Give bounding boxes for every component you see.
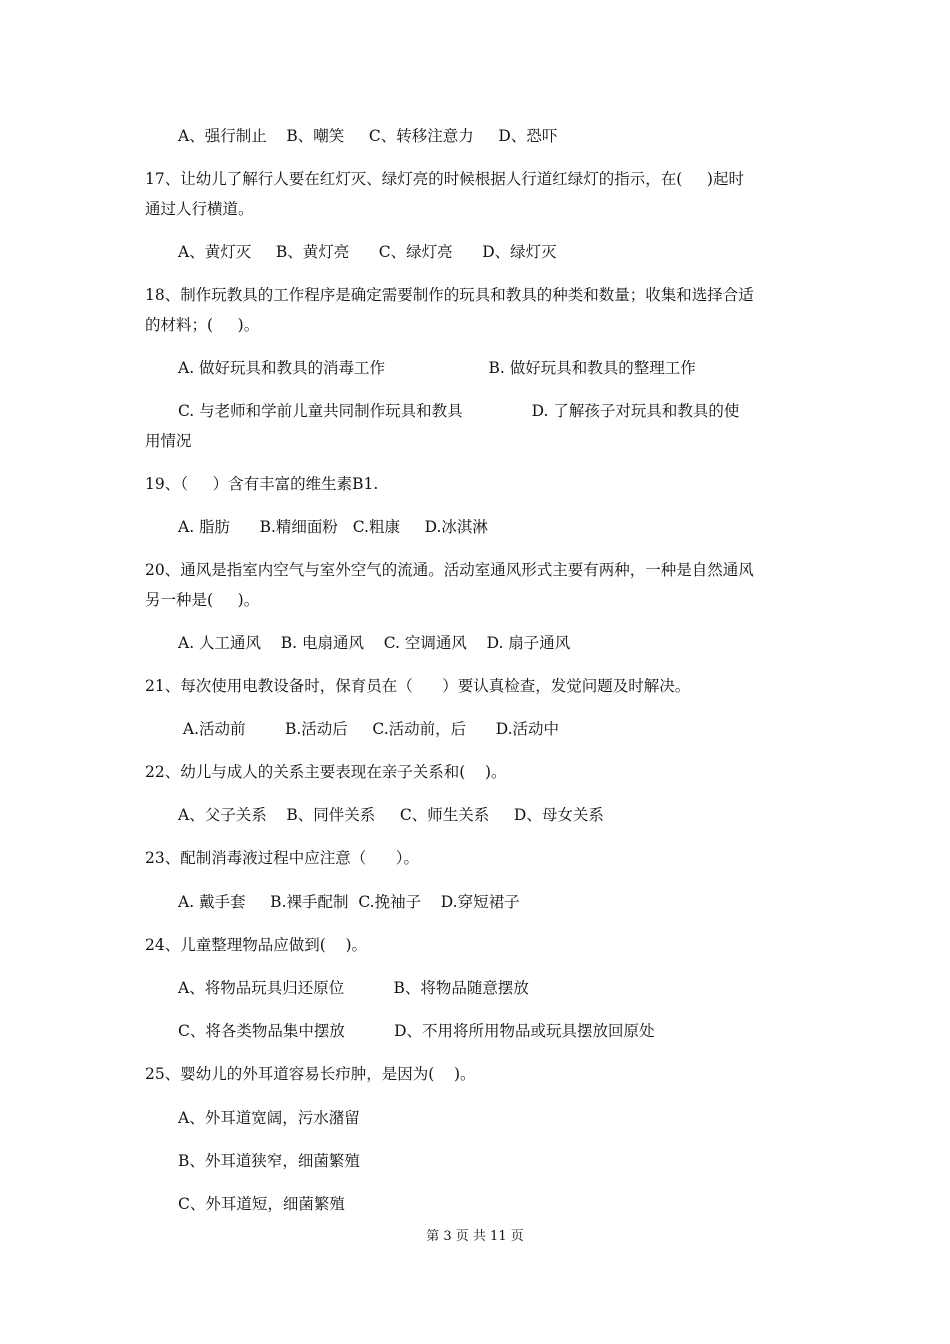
question-text: 18、制作玩教具的工作程序是确定需要制作的玩具和教具的种类和数量；收集和选择合适 [145, 286, 754, 304]
answer-options: A.活动前 B.活动后 C.活动前，后 D.活动中 [178, 720, 560, 738]
answer-options: A、父子关系 B、同伴关系 C、师生关系 D、母女关系 [178, 806, 604, 824]
question-text: 17、让幼儿了解行人要在红灯灭、绿灯亮的时候根据人行道红绿灯的指示，在( )起时 [145, 170, 744, 188]
answer-options: A. 戴手套 B.裸手配制 C.挽袖子 D.穿短裙子 [178, 893, 520, 911]
answer-options: C. 与老师和学前儿童共同制作玩具和教具 D. 了解孩子对玩具和教具的使 [178, 402, 740, 420]
question-continuation: 用情况 [145, 432, 192, 450]
question-text: 19、（ ）含有丰富的维生素B1. [145, 475, 379, 493]
answer-options: A、外耳道宽阔，污水潴留 [178, 1109, 360, 1127]
question-text: 22、幼儿与成人的关系主要表现在亲子关系和( )。 [145, 763, 507, 781]
answer-options: A、强行制止 B、嘲笑 C、转移注意力 D、恐吓 [178, 127, 558, 145]
answer-options: C、将各类物品集中摆放 D、不用将所用物品或玩具摆放回原处 [178, 1022, 655, 1040]
question-text: 21、每次使用电教设备时，保育员在（ ）要认真检查，发觉问题及时解决。 [145, 677, 691, 695]
answer-options: A、黄灯灭 B、黄灯亮 C、绿灯亮 D、绿灯灭 [178, 243, 557, 261]
answer-options: A、将物品玩具归还原位 B、将物品随意摆放 [178, 979, 529, 997]
question-text: 24、儿童整理物品应做到( )。 [145, 936, 368, 954]
question-text: 23、配制消毒液过程中应注意（ ）。 [145, 849, 420, 867]
answer-options: B、外耳道狭窄，细菌繁殖 [178, 1152, 360, 1170]
question-text: 25、婴幼儿的外耳道容易长疖肿，是因为( )。 [145, 1065, 476, 1083]
question-continuation: 另一种是( )。 [145, 591, 260, 609]
answer-options: A. 人工通风 B. 电扇通风 C. 空调通风 D. 扇子通风 [178, 634, 571, 652]
question-continuation: 通过人行横道。 [145, 200, 254, 218]
answer-options: C、外耳道短，细菌繁殖 [178, 1195, 345, 1213]
page-footer: 第 3 页 共 11 页 [426, 1229, 524, 1244]
question-text: 20、通风是指室内空气与室外空气的流通。活动室通风形式主要有两种，一种是自然通风 [145, 561, 754, 579]
question-continuation: 的材料；( )。 [145, 316, 260, 334]
answer-options: A. 做好玩具和教具的消毒工作 B. 做好玩具和教具的整理工作 [178, 359, 696, 377]
answer-options: A. 脂肪 B.精细面粉 C.粗康 D.冰淇淋 [178, 518, 488, 536]
